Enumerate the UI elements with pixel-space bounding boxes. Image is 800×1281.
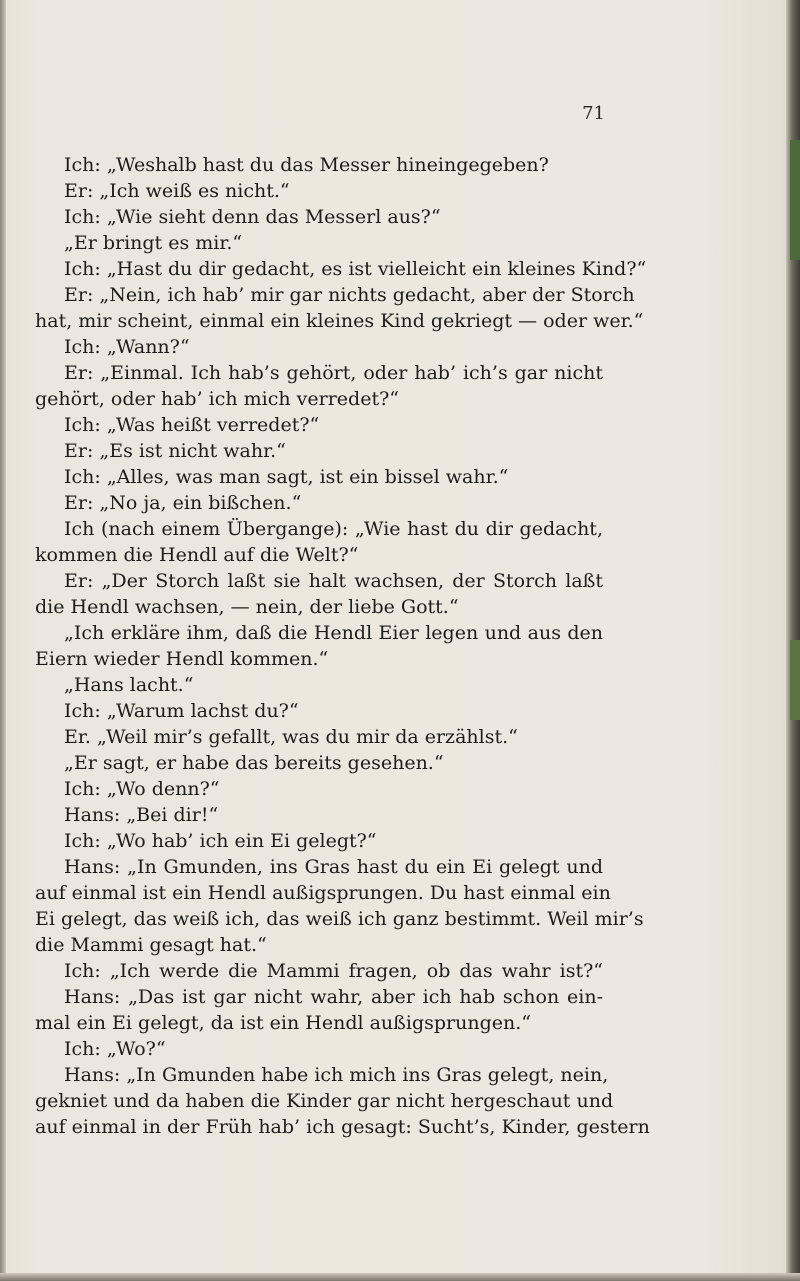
text-line: Ich: „Weshalb hast du das Messer hineingegeben? — [64, 154, 549, 176]
text-line: die Mammi gesagt hat.“ — [35, 934, 267, 956]
text-line: Er: „Nein, ich hab’ mir gar nichts gedacht, aber der Storch — [64, 284, 635, 306]
page-bottom-edge — [0, 1273, 800, 1281]
text-line: auf einmal ist ein Hendl außigsprungen. Du hast einmal ein — [35, 882, 611, 904]
text-line: Er: „Ich weiß es nicht.“ — [64, 180, 290, 202]
text-line: Ich: „Wo denn?“ — [64, 778, 220, 800]
text-line: Ich: „Wo hab’ ich ein Ei gelegt?“ — [64, 830, 377, 852]
text-line: Er: „Der Storch laßt sie halt wachsen, der Storch laßt — [64, 570, 603, 592]
text-line: kommen die Hendl auf die Welt?“ — [35, 544, 359, 566]
text-line: mal ein Ei gelegt, da ist ein Hendl außigsprungen.“ — [35, 1012, 531, 1034]
text-line: Ich: „Hast du dir gedacht, es ist vielleicht ein kleines Kind?“ — [64, 258, 647, 280]
text-line: Ich (nach einem Übergange): „Wie hast du dir gedacht, — [64, 518, 603, 540]
text-line: Hans: „In Gmunden, ins Gras hast du ein Ei gelegt und — [64, 856, 603, 878]
text-line: „Er sagt, er habe das bereits gesehen.“ — [64, 752, 444, 774]
page-right-edge — [786, 0, 800, 1281]
text-line: Ich: „Wann?“ — [64, 336, 190, 358]
text-line: „Ich erkläre ihm, daß die Hendl Eier legen und aus den — [64, 622, 603, 644]
text-line: Ich: „Warum lachst du?“ — [64, 700, 299, 722]
text-line: Eiern wieder Hendl kommen.“ — [35, 648, 329, 670]
text-line: Ich: „Wo?“ — [64, 1038, 166, 1060]
text-line: auf einmal in der Früh hab’ ich gesagt: Sucht’s, Kinder, gestern — [35, 1116, 650, 1138]
text-line: Ich: „Wie sieht denn das Messerl aus?“ — [64, 206, 441, 228]
text-line: Hans: „In Gmunden habe ich mich ins Gras gelegt, nein, — [64, 1064, 609, 1086]
text-line: Er: „No ja, ein bißchen.“ — [64, 492, 302, 514]
text-line: Er. „Weil mir’s gefallt, was du mir da erzählst.“ — [64, 726, 518, 748]
text-line: Ei gelegt, das weiß ich, das weiß ich ganz bestimmt. Weil mir’s — [35, 908, 644, 930]
text-line: hat, mir scheint, einmal ein kleines Kind gekriegt — oder wer.“ — [35, 310, 644, 332]
text-line: Ich: „Was heißt verredet?“ — [64, 414, 320, 436]
body-text — [35, 152, 650, 1140]
text-line: Er: „Einmal. Ich hab’s gehört, oder hab’ ich’s gar nicht — [64, 362, 603, 384]
text-line: gekniet und da haben die Kinder gar nicht hergeschaut und — [35, 1090, 614, 1112]
page-left-edge — [0, 0, 6, 1281]
text-line: Er: „Es ist nicht wahr.“ — [64, 440, 286, 462]
text-line: die Hendl wachsen, — nein, der liebe Gott.“ — [35, 596, 459, 618]
text-line: Hans: „Das ist gar nicht wahr, aber ich hab schon ein- — [64, 986, 603, 1008]
text-line: „Hans lacht.“ — [64, 674, 194, 696]
text-line: Ich: „Alles, was man sagt, ist ein bissel wahr.“ — [64, 466, 509, 488]
text-line: gehört, oder hab’ ich mich verredet?“ — [35, 388, 399, 410]
page-number: 71 — [582, 103, 605, 124]
edge-stain — [790, 140, 800, 260]
text-line: Ich: „Ich werde die Mammi fragen, ob das wahr ist?“ — [64, 960, 603, 982]
text-line: „Er bringt es mir.“ — [64, 232, 243, 254]
edge-stain — [790, 640, 800, 720]
text-line: Hans: „Bei dir!“ — [64, 804, 219, 826]
